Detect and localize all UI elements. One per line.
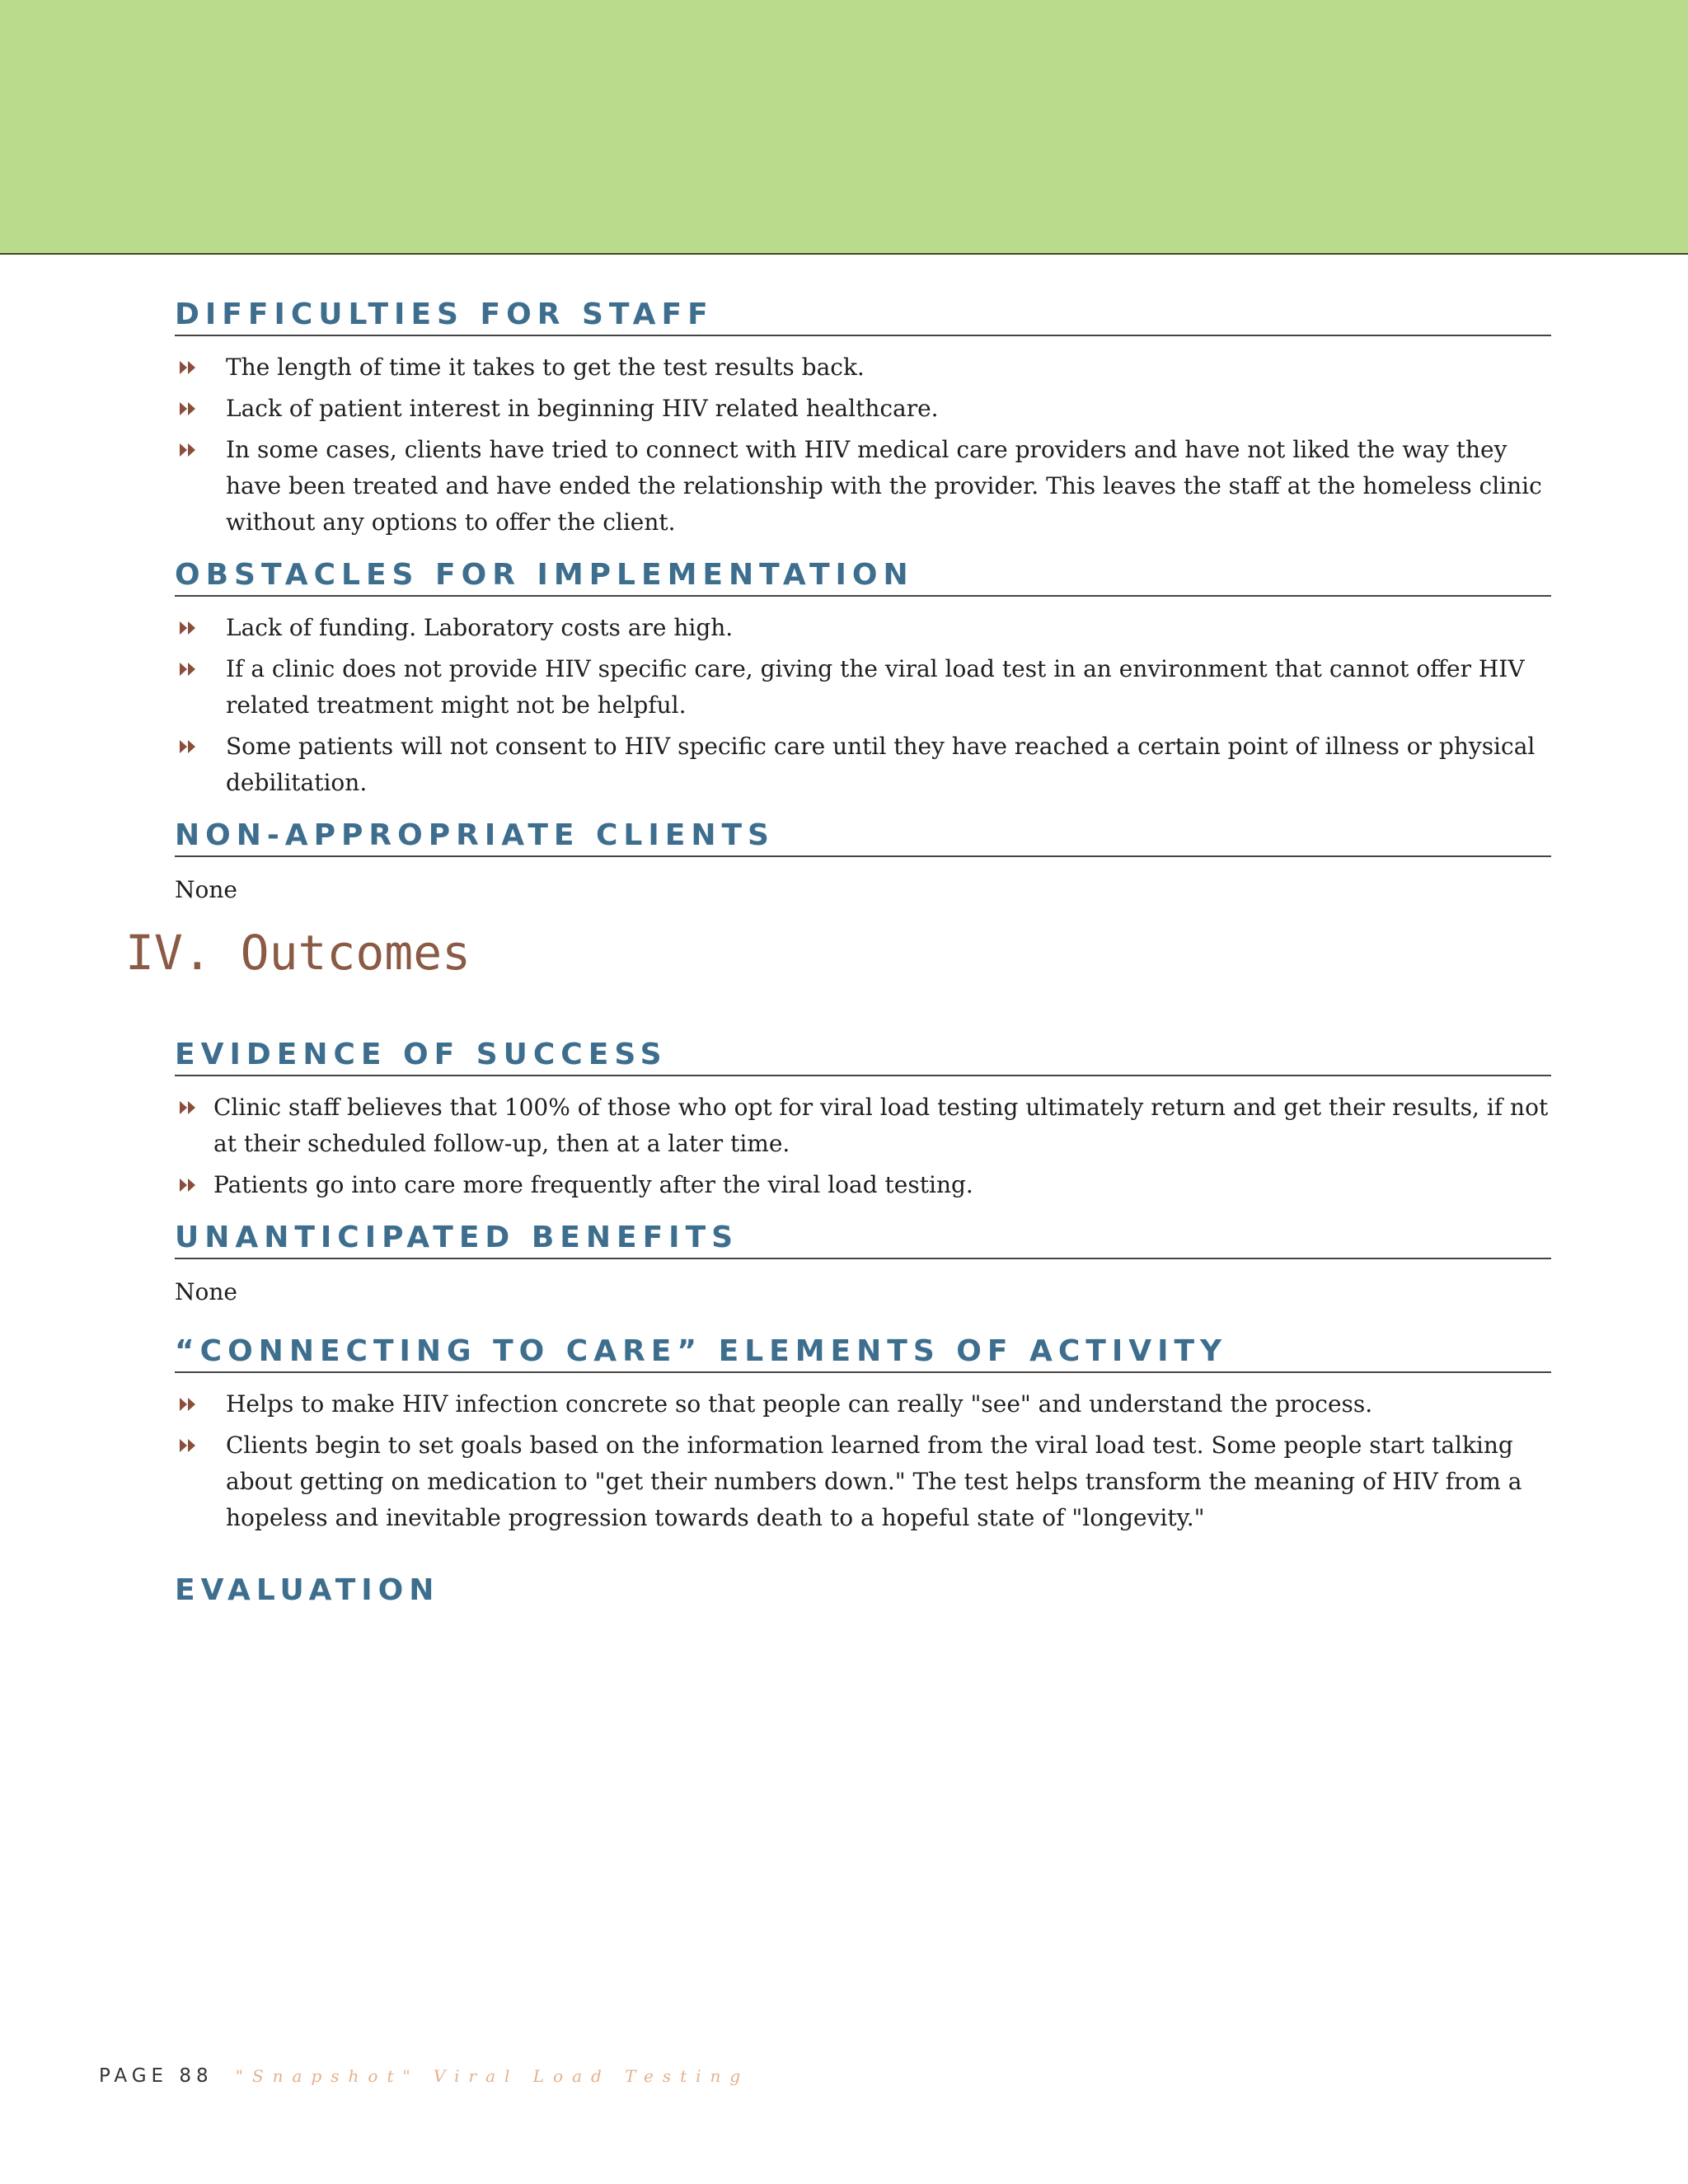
section-heading-evidence-of-success: EVIDENCE OF SUCCESS <box>175 1037 1551 1076</box>
section-heading-unanticipated-benefits: UNANTICIPATED BENEFITS <box>175 1220 1551 1259</box>
section-heading-evaluation: EVALUATION <box>175 1573 440 1607</box>
bullet-list-obstacles <box>175 610 1551 801</box>
list-item: Clients begin to set goals based on the information learned from the viral load test. Some people start talking about getting on medication to "get their numbers down." The test helps transform the meaning of HIV from a hopeless and inevitable progression towards death to a hopeful state of "longevity." <box>175 1427 1551 1536</box>
double-chevron-right-icon <box>180 1179 196 1192</box>
double-chevron-right-icon <box>180 361 196 374</box>
running-title: "Snapshot" Viral Load Testing <box>235 2066 750 2086</box>
list-item: Lack of funding. Laboratory costs are high. <box>175 610 1551 646</box>
page-footer <box>99 2065 749 2087</box>
bullet-list-difficulties <box>175 349 1551 541</box>
list-item: Helps to make HIV infection concrete so that people can really "see" and understand the process. <box>175 1386 1551 1422</box>
evaluation-spacer <box>175 1553 1551 1572</box>
double-chevron-right-icon <box>180 1398 196 1411</box>
list-item: If a clinic does not provide HIV specific care, giving the viral load test in an environment that cannot offer HIV related treatment might not be helpful. <box>175 651 1551 724</box>
outcomes-chapter-heading: IV. Outcomes <box>125 925 471 981</box>
page-number: PAGE 88 <box>99 2065 213 2087</box>
bullet-list-connecting-to-care <box>175 1386 1551 1536</box>
section-heading-obstacles: OBSTACLES FOR IMPLEMENTATION <box>175 557 1551 597</box>
section-heading-connecting-to-care: “CONNECTING TO CARE” ELEMENTS OF ACTIVITY <box>175 1333 1551 1373</box>
list-item: Clinic staff believes that 100% of those who opt for viral load testing ultimately return and get their results, if not at their scheduled follow-up, then at a later time. <box>175 1090 1551 1162</box>
section-heading-difficulties: DIFFICULTIES FOR STAFF <box>175 297 1551 336</box>
header-banner <box>0 0 1688 255</box>
double-chevron-right-icon <box>180 402 196 415</box>
list-item: Some patients will not consent to HIV specific care until they have reached a certain point of illness or physical debilitation. <box>175 729 1551 801</box>
double-chevron-right-icon <box>180 1439 196 1452</box>
section-heading-non-appropriate-clients: NON-APPROPRIATE CLIENTS <box>175 818 1551 857</box>
list-item: Patients go into care more frequently after the viral load testing. <box>175 1167 1551 1203</box>
list-item: In some cases, clients have tried to connect with HIV medical care providers and have not liked the way they have been treated and have ended the relationship with the provider. This leaves the staff at the homeless clinic without any options to offer the client. <box>175 432 1551 541</box>
double-chevron-right-icon <box>180 1101 196 1114</box>
section-text-non-appropriate-clients: None <box>175 876 237 903</box>
double-chevron-right-icon <box>180 740 196 753</box>
bullet-list-evidence <box>175 1090 1551 1203</box>
double-chevron-right-icon <box>180 663 196 676</box>
list-item: Lack of patient interest in beginning HIV related healthcare. <box>175 391 1551 427</box>
section-text-unanticipated-benefits: None <box>175 1278 237 1305</box>
double-chevron-right-icon <box>180 621 196 635</box>
list-item: The length of time it takes to get the test results back. <box>175 349 1551 386</box>
double-chevron-right-icon <box>180 443 196 457</box>
